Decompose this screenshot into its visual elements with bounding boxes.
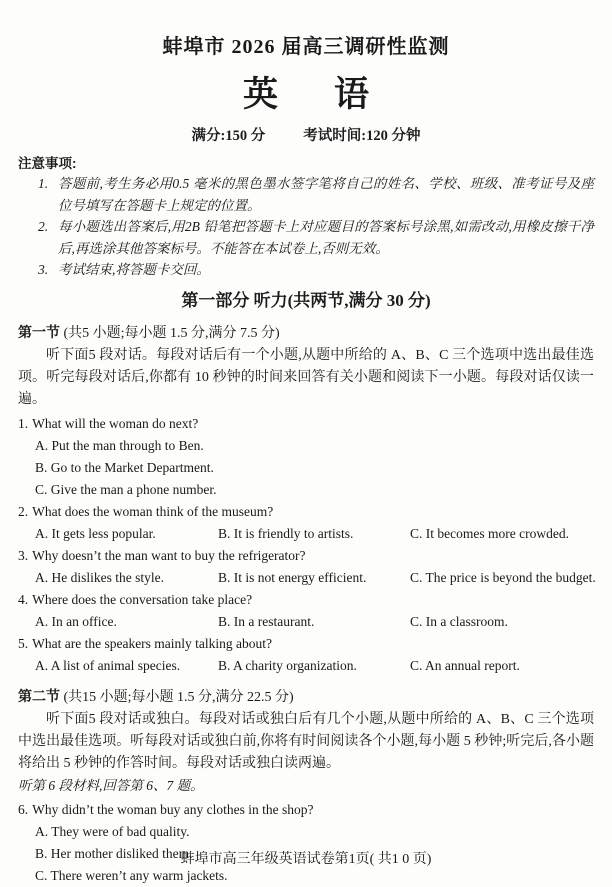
question-3 [18,545,594,567]
question-3-options [18,567,594,589]
notice-item-text: 答题前,考生务必用0.5 毫米的黑色墨水签字笔将自己的姓名、学校、班级、准考证号及座位号填写在答题卡上规定的位置。 [58,176,594,213]
question-3-option-a: A. He dislikes the style. [35,569,164,585]
question-2-option-c: C. It becomes more crowded. [410,525,569,541]
time-info: 考试时间:120 分钟 [303,128,421,144]
notice-item-number: 1. [38,176,49,191]
question-1-option-c: C. Give the man a phone number. [35,481,217,497]
notice-heading: 注意事项: [18,156,77,171]
question-6-option-b: B. Her mother disliked them. [35,845,193,861]
section2-label: 第二节 [18,687,60,704]
section1-label: 第一节 [18,323,60,340]
notice-item-number: 3. [38,262,49,278]
subject-text: 英语 [242,75,425,114]
section1-heading [18,321,594,345]
question-5-option-a: A. A list of animal species. [35,657,181,673]
question-1-option-b: B. Go to the Market Department. [35,459,214,475]
question-number: 1. [18,415,29,431]
question-4-option-a: A. In an office. [35,613,117,629]
question-6-option-c: C. There weren’t any warm jackets. [35,867,228,883]
question-1 [18,413,594,435]
question-5-options [18,655,594,677]
section2-instructions: 听下面5 段对话或独白。每段对话或独白后有几个小题,从题中所给的 A、B、C 三个选项中选出最佳选项。听每段对话或独白前,你将有时间阅读各个小题,每小题 5 秒钟;听完后,各小题将给出 5 秒钟的作答时间。每段对话或独白读两遍。 [18,711,594,771]
exam-meta [18,126,594,146]
question-number: 6. [18,801,29,817]
notice-item-1 [38,173,594,216]
notice-list [38,173,594,281]
section2-heading [18,685,594,709]
question-2 [18,501,594,523]
question-4-option-b: B. In a restaurant. [218,613,315,629]
section1-instructions: 听下面5 段对话。每段对话后有一个小题,从题中所给的 A、B、C 三个选项中选出最佳选项。听完每段对话后,你都有 10 秒钟的时间来回答有关小题和阅读下一小题。每段对话仅读一遍。 [18,347,594,407]
question-2-option-a: A. It gets less popular. [35,525,156,541]
question-number: 3. [18,547,29,563]
question-2-option-b: B. It is friendly to artists. [218,525,354,541]
notice-item-number: 2. [38,219,49,235]
question-6 [18,799,594,821]
question-number: 5. [18,635,29,651]
section2-questions [18,799,594,887]
material-note: 听第 6 段材料,回答第 6、7 题。 [18,777,204,793]
question-6-option-a: A. They were of bad quality. [35,823,190,839]
section1-title: (共5 小题;每小题 1.5 分,满分 7.5 分) [63,325,280,341]
question-text: What will the woman do next? [32,415,199,431]
notice-item-text: 考试结束,将答题卡交回。 [58,262,210,278]
doc-title: 蚌埠市 2026 届高三调研性监测 [162,36,450,58]
notice-item-3 [38,259,594,281]
question-4-option-c: C. In a classroom. [410,613,508,629]
question-text: Why didn’t the woman buy any clothes in the shop? [32,801,314,817]
question-2-options [18,523,594,545]
question-text: Where does the conversation take place? [32,591,253,607]
question-4-options [18,611,594,633]
score-info: 满分:150 分 [191,128,266,144]
question-number: 4. [18,591,29,607]
section1-questions [18,413,594,677]
page-footer: 蚌埠市高三年级英语试卷第1页( 共1 0 页) [180,852,432,867]
question-3-option-b: B. It is not energy efficient. [218,569,367,585]
subject-title [18,76,594,114]
question-5 [18,633,594,655]
notice-item-text: 每小题选出答案后,用2B 铅笔把答题卡上对应题目的答案标号涂黑,如需改动,用橡皮擦干净后,再选涂其他答案标号。不能答在本试卷上,否则无效。 [58,219,594,256]
question-3-option-c: C. The price is beyond the budget. [410,569,596,585]
question-4 [18,589,594,611]
question-text: What does the woman think of the museum? [32,503,274,519]
question-5-option-b: B. A charity organization. [218,657,357,673]
section2-title: (共15 小题;每小题 1.5 分,满分 22.5 分) [63,689,294,705]
question-text: What are the speakers mainly talking about? [32,635,273,651]
question-number: 2. [18,503,29,519]
question-text: Why doesn’t the man want to buy the refrigerator? [32,547,306,563]
part1-heading: 第一部分 听力(共两节,满分 30 分) [181,290,431,310]
question-1-option-a: A. Put the man through to Ben. [35,437,204,453]
notice-item-2 [38,216,594,259]
question-5-option-c: C. An annual report. [410,657,520,673]
